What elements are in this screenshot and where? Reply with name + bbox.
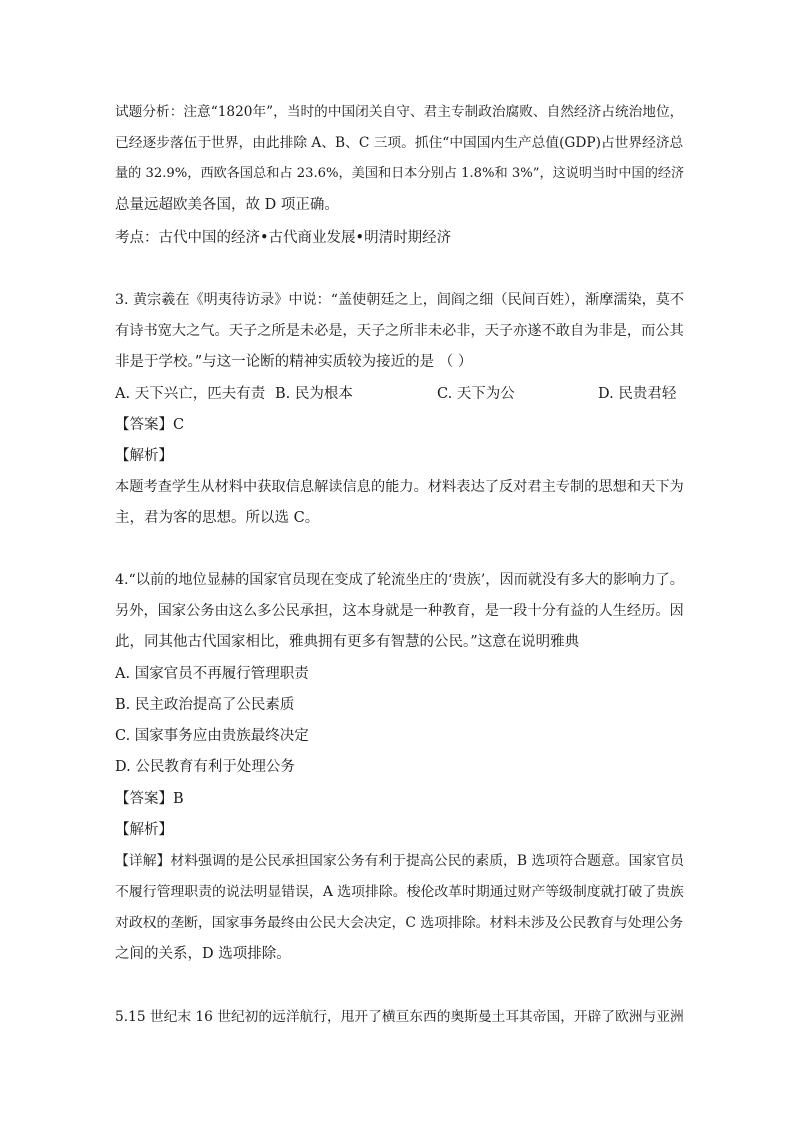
q4-jiexi-line: 之间的关系，D 选项排除。 [115,946,291,962]
q3-option-a: A. 天下兴亡，匹夫有责 [115,386,266,402]
analysis-line: 总量远超欧美各国，故 D 项正确。 [115,197,339,213]
q4-option-a: A. 国家官员不再履行管理职责 [115,666,309,682]
q3-jiexi-line: 本题考查学生从材料中获取信息解读信息的能力。材料表达了反对君主专制的思想和天下为 [115,479,684,495]
q3-stem-line: 有诗书宽大之气。天子之所是未必是，天子之所非未必非，天子亦遂不敢自为非是，而公其 [115,323,684,339]
q3-jiexi-label: 【解析】 [115,448,173,464]
analysis-line: 已经逐步落伍于世界，由此排除 A、B、C 三项。抓住“中国国内生产总值(GDP)占世界经济总 [115,135,684,151]
q4-option-c: C. 国家事务应由贵族最终决定 [115,728,309,744]
q3-stem-line: 3. 黄宗羲在《明夷待访录》中说：“盖使朝廷之上，闾阎之细（民间百姓），渐摩濡染，莫不 [115,292,685,308]
q4-answer: 【答案】B [115,791,184,807]
q4-stem-line: 另外，国家公务由这么多公民承担，这本身就是一种教育，是一段十分有益的人生经历。因 [115,603,684,619]
q4-stem-line: 此，同其他古代国家相比，雅典拥有更多有智慧的公民。”这意在说明雅典 [115,634,580,650]
q4-stem-line: 4.“以前的地位显赫的国家官员现在变成了轮流坐庄的‘贵族’，因而就没有多大的影响力了。 [115,572,684,588]
q3-option-d: D. 民贵君轻 [598,386,677,402]
q4-jiexi-line: 对政权的垄断，国家事务最终由公民大会决定，C 选项排除。材料未涉及公民教育与处理公务 [115,915,684,931]
analysis-line: 试题分析：注意“1820年”，当时的中国闭关自守、君主专制政治腐败、自然经济占统治地位， [115,104,684,120]
q3-jiexi-line: 主，君为客的思想。所以选 C。 [115,510,320,526]
analysis-line: 量的 32.9%，西欧各国总和占 23.6%，美国和日本分别占 1.8%和 3%”，这说明当时中国的经济 [115,166,685,181]
q4-option-d: D. 公民教育有利于处理公务 [115,759,295,775]
q3-stem-line: 非是于学校。”与这一论断的精神实质较为接近的是 （ ） [115,354,473,370]
q3-answer: 【答案】C [115,417,185,433]
q5-stem-line: 5.15 世纪末 16 世纪初的远洋航行，甩开了横亘东西的奥斯曼土耳其帝国，开辟了欧洲与亚洲 [115,1009,684,1025]
q4-jiexi-line: 【详解】材料强调的是公民承担国家公务有利于提高公民的素质，B 选项符合题意。国家官员 [115,853,684,869]
kaodian-line: 考点：古代中国的经济•古代商业发展•明清时期经济 [115,230,452,246]
q3-option-c: C. 天下为公 [437,386,515,402]
q3-option-b: B. 民为根本 [275,386,353,402]
q4-jiexi-line: 不履行管理职责的说法明显错误，A 选项排除。梭伦改革时期通过财产等级制度就打破了贵族 [115,884,684,900]
q4-jiexi-label: 【解析】 [115,822,173,838]
q4-option-b: B. 民主政治提高了公民素质 [115,697,295,713]
